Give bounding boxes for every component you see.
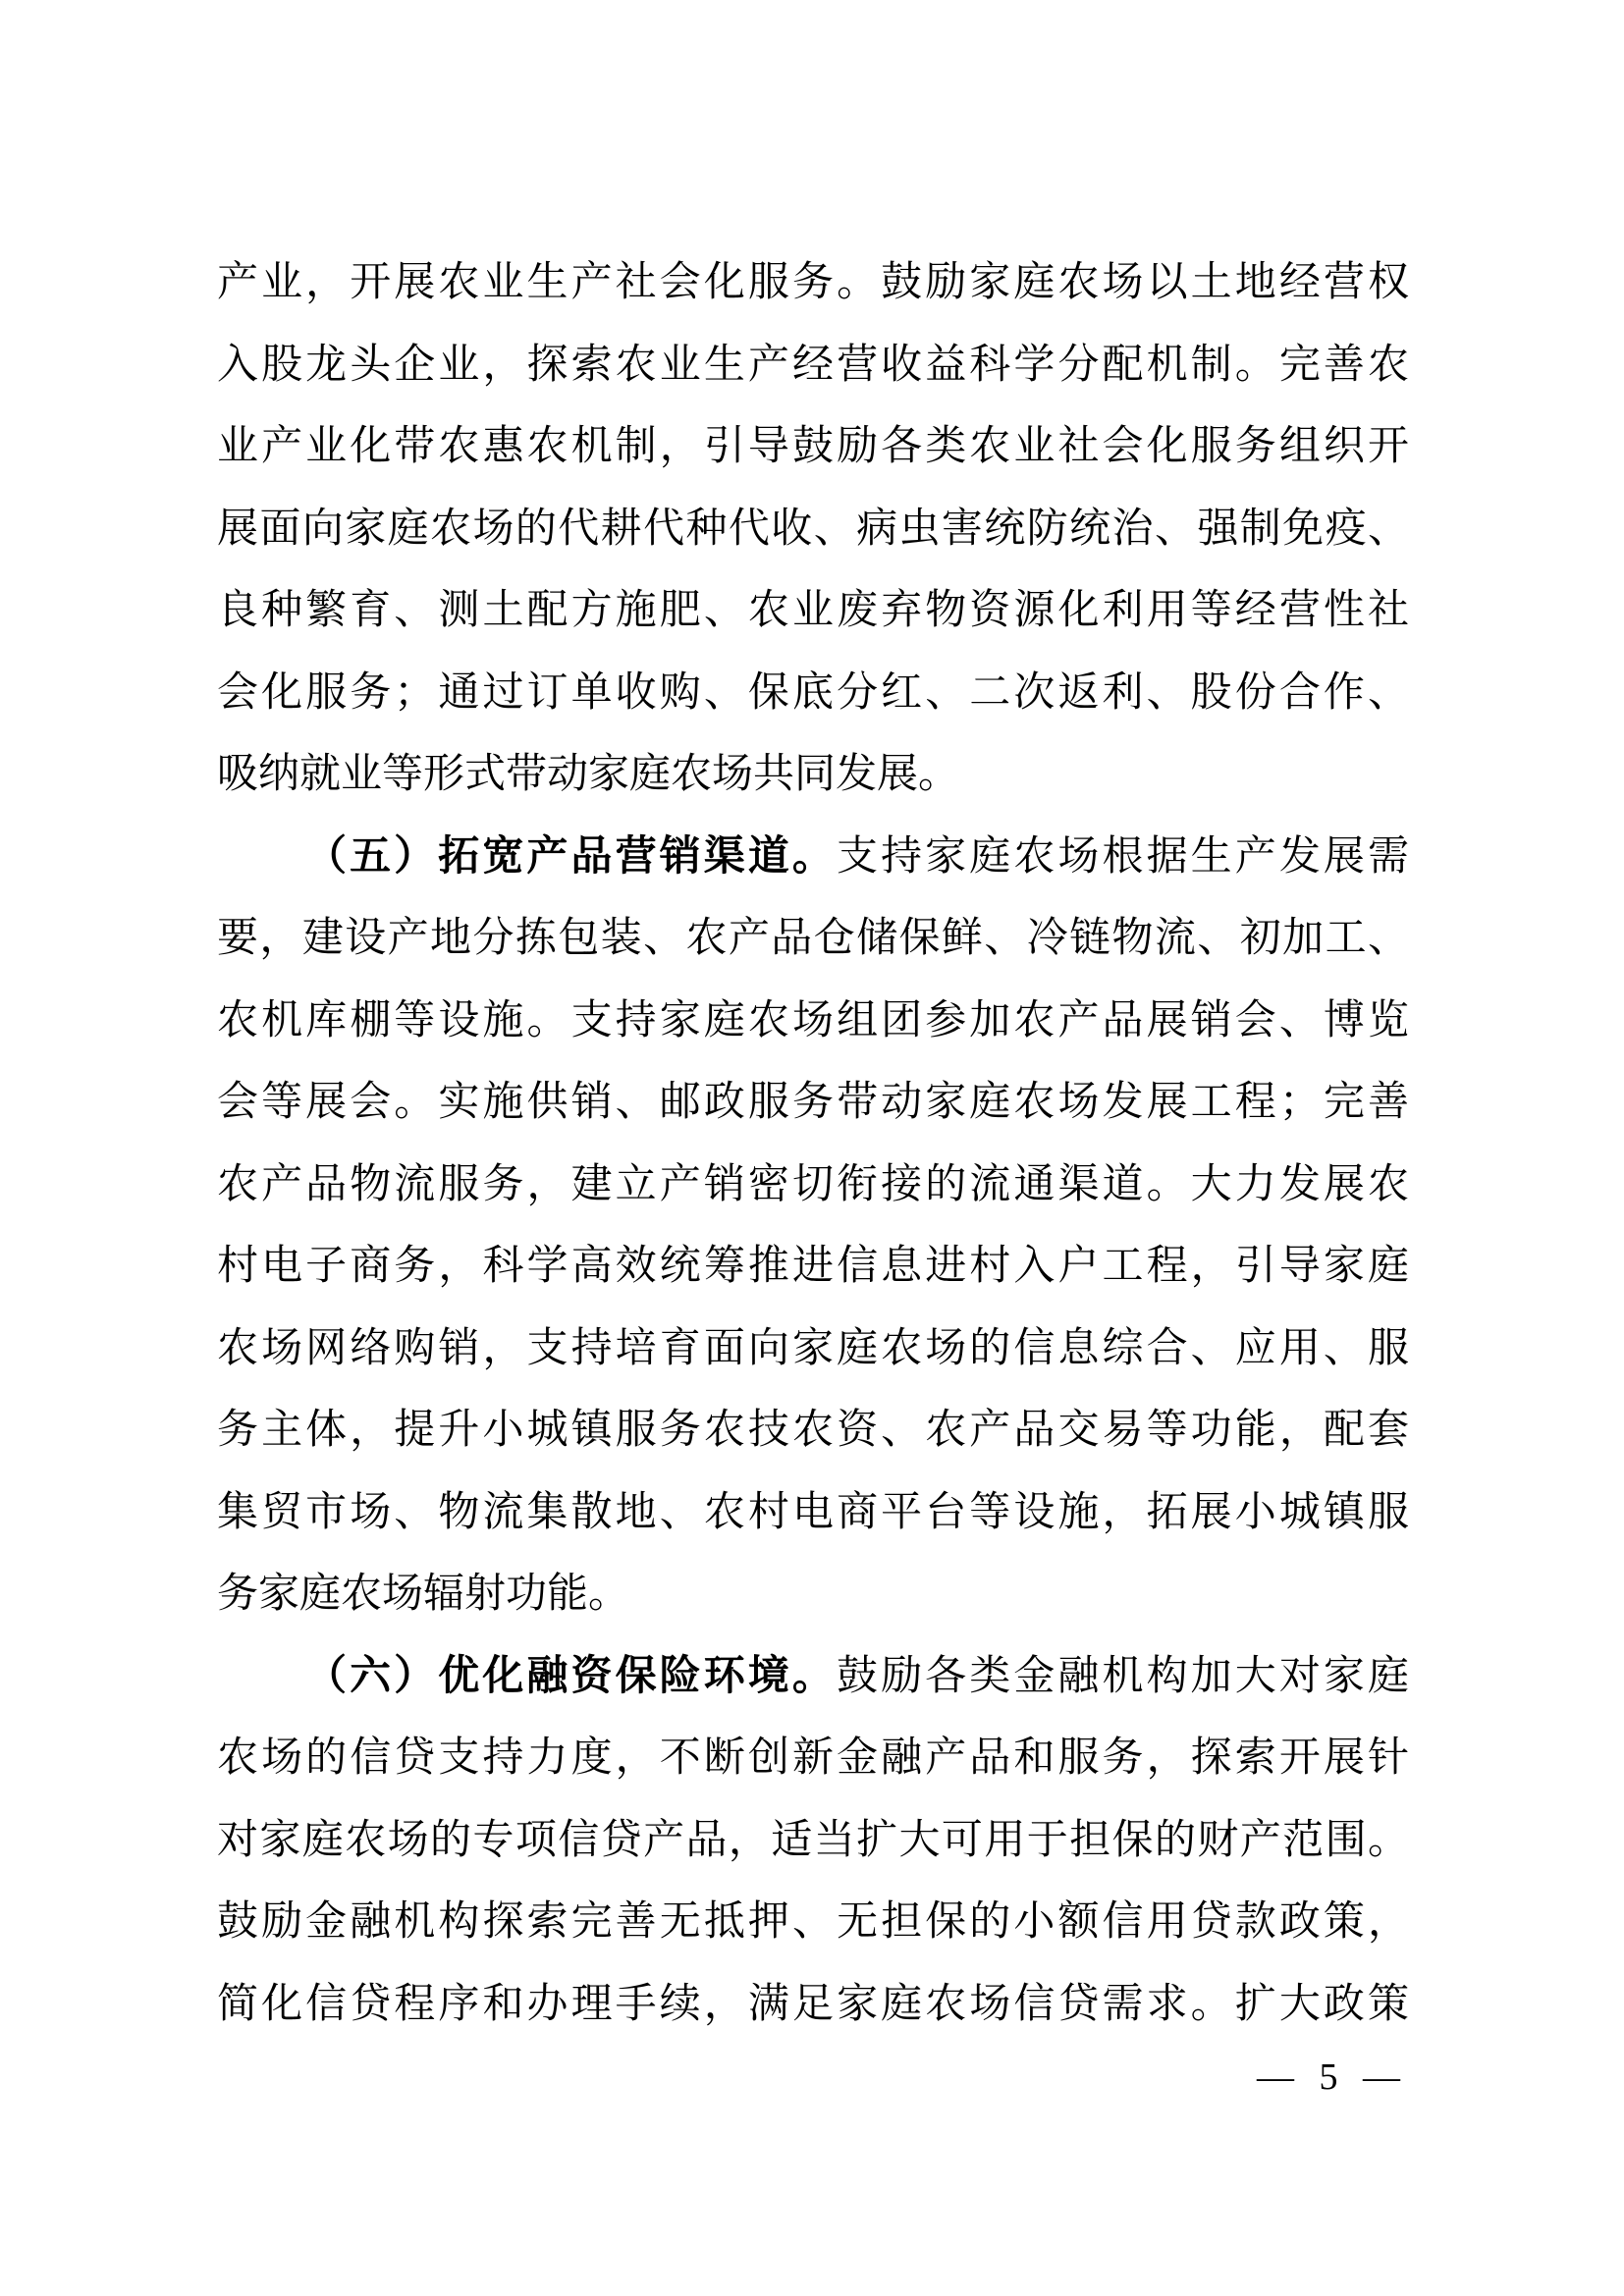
text-line-p3-5 bbox=[217, 1964, 1409, 2047]
body-text-run: 村电子商务，科学高效统筹推进信息进村入户工程，引导家庭 bbox=[217, 1244, 1409, 1289]
body-text-run: 务家庭农场辐射功能。 bbox=[217, 1572, 630, 1617]
text-line-p2-4 bbox=[217, 1062, 1409, 1145]
text-line-p3-1 bbox=[217, 1636, 1409, 1719]
body-text-run: 会化服务；通过订单收购、保底分红、二次返利、股份合作、 bbox=[217, 669, 1409, 716]
page-number: — 5 — bbox=[1257, 2056, 1408, 2098]
text-block bbox=[217, 242, 1409, 2046]
text-line-p2-5 bbox=[217, 1145, 1409, 1227]
body-text-run: 入股龙头企业，探索农业生产经营收益科学分配机制。完善农 bbox=[217, 342, 1409, 388]
body-text-run: 简化信贷程序和办理手续，满足家庭农场信贷需求。扩大政策 bbox=[217, 1981, 1409, 2027]
text-line-p2-10 bbox=[217, 1554, 1409, 1636]
text-line-p2-1 bbox=[217, 817, 1409, 899]
text-line-p1-2 bbox=[217, 325, 1409, 407]
body-text-run: 鼓励各类金融机构加大对家庭 bbox=[837, 1653, 1409, 1699]
section-heading-run: （六）优化融资保险环境。 bbox=[305, 1653, 837, 1699]
body-text-run: 良种繁育、测土配方施肥、农业废弃物资源化利用等经营性社 bbox=[217, 588, 1409, 633]
text-line-p1-3 bbox=[217, 406, 1409, 489]
text-line-p2-3 bbox=[217, 981, 1409, 1063]
text-line-p3-4 bbox=[217, 1882, 1409, 1964]
text-line-p1-5 bbox=[217, 570, 1409, 653]
text-line-p2-2 bbox=[217, 898, 1409, 981]
text-line-p2-8 bbox=[217, 1390, 1409, 1472]
section-heading-run: （五）拓宽产品营销渠道。 bbox=[305, 833, 837, 880]
body-text-run: 集贸市场、物流集散地、农村电商平台等设施，拓展小城镇服 bbox=[217, 1489, 1409, 1535]
body-text-run: 产业，开展农业生产社会化服务。鼓励家庭农场以土地经营权 bbox=[217, 260, 1409, 305]
body-text-run: 务主体，提升小城镇服务农技农资、农产品交易等功能，配套 bbox=[217, 1408, 1409, 1453]
text-line-p2-6 bbox=[217, 1226, 1409, 1308]
body-text-run: 农场的信贷支持力度，不断创新金融产品和服务，探索开展针 bbox=[217, 1735, 1409, 1781]
body-text-run: 对家庭农场的专项信贷产品，适当扩大可用于担保的财产范围。 bbox=[217, 1817, 1409, 1863]
text-line-p2-7 bbox=[217, 1308, 1409, 1391]
body-text-run: 农场网络购销，支持培育面向家庭农场的信息综合、应用、服 bbox=[217, 1325, 1409, 1371]
body-text-run: 要，建设产地分拣包装、农产品仓储保鲜、冷链物流、初加工、 bbox=[217, 916, 1409, 961]
body-text-run: 农产品物流服务，建立产销密切衔接的流通渠道。大力发展农 bbox=[217, 1161, 1409, 1207]
body-text-run: 会等展会。实施供销、邮政服务带动家庭农场发展工程；完善 bbox=[217, 1080, 1409, 1125]
text-line-p1-6 bbox=[217, 653, 1409, 735]
body-text-run: 业产业化带农惠农机制，引导鼓励各类农业社会化服务组织开 bbox=[217, 424, 1409, 469]
body-text-run: 鼓励金融机构探索完善无抵押、无担保的小额信用贷款政策， bbox=[217, 1899, 1409, 1945]
body-text-run: 支持家庭农场根据生产发展需 bbox=[837, 833, 1409, 880]
text-line-p3-3 bbox=[217, 1800, 1409, 1883]
body-text-run: 吸纳就业等形式带动家庭农场共同发展。 bbox=[217, 752, 960, 797]
text-line-p1-4 bbox=[217, 489, 1409, 571]
text-line-p3-2 bbox=[217, 1718, 1409, 1800]
text-line-p1-7 bbox=[217, 734, 1409, 817]
body-text-run: 展面向家庭农场的代耕代种代收、病虫害统防统治、强制免疫、 bbox=[217, 506, 1409, 552]
text-line-p2-9 bbox=[217, 1472, 1409, 1555]
body-text-run: 农机库棚等设施。支持家庭农场组团参加农产品展销会、博览 bbox=[217, 997, 1409, 1043]
text-line-p1-1 bbox=[217, 242, 1409, 325]
